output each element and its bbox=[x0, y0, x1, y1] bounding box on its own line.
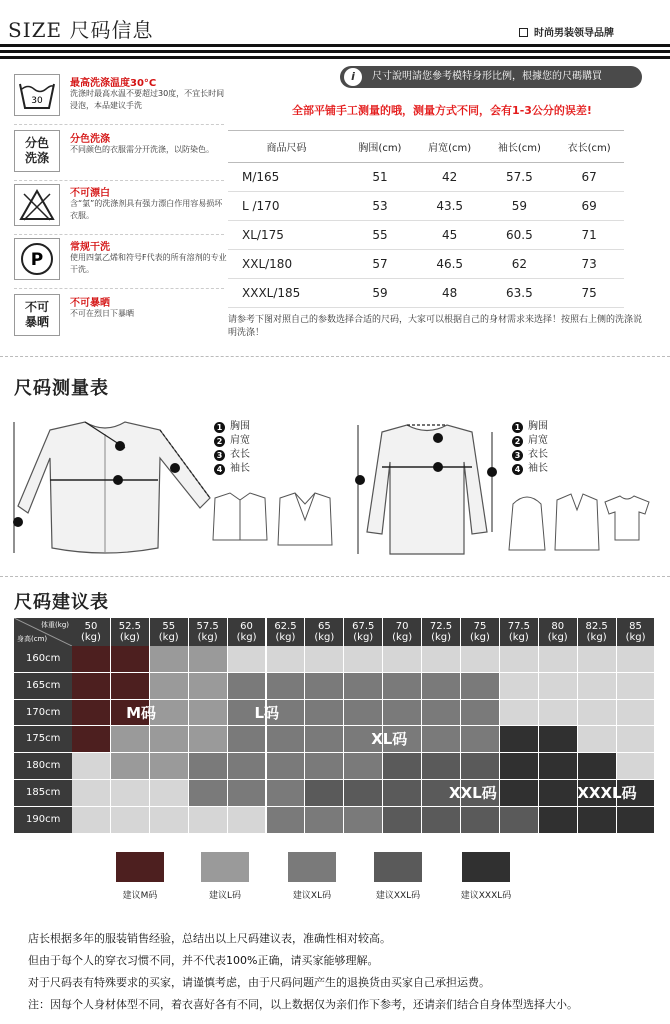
chart-section-title: 尺码建议表 bbox=[14, 592, 109, 613]
table-cell: XL/175 bbox=[228, 221, 345, 250]
legend-key bbox=[272, 852, 352, 901]
grid-corner bbox=[14, 618, 72, 646]
divider bbox=[14, 234, 224, 235]
table-cell: 71 bbox=[554, 221, 624, 250]
legend-swatch bbox=[201, 852, 249, 882]
grid-cell bbox=[111, 673, 150, 700]
care-title: 最高洗涤温度30°C bbox=[70, 78, 157, 89]
table-cell: 55 bbox=[345, 221, 415, 250]
grid-cell bbox=[305, 646, 344, 673]
num-badge: 3 bbox=[512, 450, 523, 461]
grid-cell bbox=[578, 726, 617, 753]
measure-legend bbox=[214, 420, 250, 476]
weight-value: 67.5 bbox=[352, 621, 375, 632]
footer-line: 但由于每个人的穿衣习惯不同，并不代表100%正确，请买家能够理解。 bbox=[28, 954, 379, 967]
weight-unit: (kg) bbox=[431, 632, 452, 643]
legend-label: 袖长 bbox=[230, 463, 250, 474]
grid-cell bbox=[500, 807, 539, 834]
grid-cell bbox=[305, 673, 344, 700]
weight-unit: (kg) bbox=[547, 632, 568, 643]
table-row bbox=[228, 279, 624, 308]
legend-swatch bbox=[288, 852, 336, 882]
grid-cell bbox=[422, 700, 461, 727]
grid-cell bbox=[461, 700, 500, 727]
grid-cell bbox=[500, 753, 539, 780]
care-title: 常规干洗 bbox=[70, 242, 110, 253]
legend-item bbox=[512, 434, 548, 448]
num-badge: 2 bbox=[214, 436, 225, 447]
grid-cell bbox=[422, 673, 461, 700]
weight-unit: (kg) bbox=[392, 632, 413, 643]
grid-cell bbox=[383, 673, 422, 700]
table-cell: 53 bbox=[345, 192, 415, 221]
grid-cell bbox=[461, 753, 500, 780]
legend-item bbox=[512, 462, 548, 476]
weight-unit: (kg) bbox=[158, 632, 179, 643]
grid-cell bbox=[72, 673, 111, 700]
weight-header bbox=[578, 618, 617, 646]
weight-value: 75 bbox=[473, 621, 487, 632]
grid-cell bbox=[578, 673, 617, 700]
height-label: 185cm bbox=[14, 780, 72, 807]
height-label: 170cm bbox=[14, 700, 72, 727]
notice-text: 尺寸說明請您參考模特身形比例，根據您的尺碼購買 bbox=[372, 71, 602, 82]
num-badge: 3 bbox=[214, 450, 225, 461]
grid-cell bbox=[150, 753, 189, 780]
grid-cell bbox=[305, 780, 344, 807]
weight-value: 77.5 bbox=[507, 621, 530, 632]
grid-cell bbox=[539, 700, 578, 727]
table-cell: 59 bbox=[485, 192, 555, 221]
grid-cell bbox=[578, 700, 617, 727]
grid-cell bbox=[111, 753, 150, 780]
grid-cell bbox=[267, 780, 306, 807]
dry-clean-label: P bbox=[30, 250, 44, 270]
grid-cell bbox=[461, 646, 500, 673]
zone-label-m: M码 bbox=[126, 703, 157, 722]
legend-key bbox=[185, 852, 265, 901]
grid-cell bbox=[422, 726, 461, 753]
size-legend bbox=[0, 852, 670, 912]
height-label: 165cm bbox=[14, 673, 72, 700]
grid-cell bbox=[578, 753, 617, 780]
grid-cell bbox=[228, 780, 267, 807]
table-cell: M/165 bbox=[228, 163, 345, 192]
table-cell: 63.5 bbox=[485, 279, 555, 308]
page-title: SIZE 尺码信息 bbox=[8, 18, 154, 42]
legend-item bbox=[214, 420, 250, 434]
care-desc: 使用四氯乙烯和符号F代表的所有溶剂的专业干洗。 bbox=[70, 253, 227, 274]
legend-label: 胸围 bbox=[528, 421, 548, 432]
table-cell: 59 bbox=[345, 279, 415, 308]
knitwear-icons bbox=[505, 490, 655, 560]
footer-line: 店长根据多年的服装销售经验，总结出以上尺码建议表，准确性相对较高。 bbox=[28, 932, 391, 945]
table-header: 衣长(cm) bbox=[554, 131, 624, 163]
grid-cell bbox=[344, 780, 383, 807]
weight-unit: (kg) bbox=[197, 632, 218, 643]
grid-cell bbox=[305, 700, 344, 727]
grid-cell bbox=[422, 646, 461, 673]
grid-cell bbox=[422, 753, 461, 780]
weight-unit: (kg) bbox=[469, 632, 490, 643]
grid-cell bbox=[539, 780, 578, 807]
grid-cell bbox=[189, 673, 228, 700]
grid-cell bbox=[267, 673, 306, 700]
grid-cell bbox=[383, 646, 422, 673]
height-label: 175cm bbox=[14, 726, 72, 753]
grid-cell bbox=[461, 726, 500, 753]
legend-label: 肩宽 bbox=[528, 435, 548, 446]
grid-cell bbox=[189, 753, 228, 780]
weight-unit: (kg) bbox=[236, 632, 257, 643]
grid-cell bbox=[150, 673, 189, 700]
grid-cell bbox=[539, 753, 578, 780]
measure-section-title: 尺码测量表 bbox=[14, 378, 109, 399]
weight-header bbox=[72, 618, 111, 646]
table-header: 商品尺码 bbox=[228, 131, 345, 163]
weight-axis-label: 体重(kg) bbox=[41, 621, 69, 629]
weight-header bbox=[539, 618, 578, 646]
table-cell: 73 bbox=[554, 250, 624, 279]
weight-value: 70 bbox=[395, 621, 409, 632]
grid-cell bbox=[383, 807, 422, 834]
divider bbox=[14, 180, 224, 181]
grid-cell bbox=[72, 646, 111, 673]
weight-header bbox=[383, 618, 422, 646]
grid-cell bbox=[422, 807, 461, 834]
divider bbox=[14, 288, 224, 289]
num-badge: 4 bbox=[512, 464, 523, 475]
weight-unit: (kg) bbox=[508, 632, 529, 643]
grid-cell bbox=[461, 807, 500, 834]
weight-unit: (kg) bbox=[353, 632, 374, 643]
separate-wash-label: 分色洗涤 bbox=[24, 136, 49, 165]
weight-value: 72.5 bbox=[429, 621, 453, 632]
legend-item bbox=[214, 462, 250, 476]
legend-key bbox=[358, 852, 438, 901]
legend-label: 衣长 bbox=[230, 449, 250, 460]
legend-key-label: 建议M码 bbox=[122, 891, 158, 901]
sweater-diagram bbox=[352, 422, 502, 562]
grid-cell bbox=[228, 646, 267, 673]
table-cell: 57.5 bbox=[485, 163, 555, 192]
weight-value: 50 bbox=[84, 621, 98, 632]
grid-cell bbox=[617, 726, 656, 753]
grid-cell bbox=[228, 726, 267, 753]
jacket-icons bbox=[205, 490, 335, 550]
num-badge: 4 bbox=[214, 464, 225, 475]
size-notice-banner bbox=[340, 66, 642, 88]
num-badge: 1 bbox=[512, 422, 523, 433]
grid-cell bbox=[344, 646, 383, 673]
grid-cell bbox=[617, 807, 656, 834]
dry-clean-icon bbox=[14, 238, 60, 280]
grid-cell bbox=[500, 780, 539, 807]
legend-swatch bbox=[374, 852, 422, 882]
grid-cell bbox=[383, 700, 422, 727]
legend-item bbox=[214, 434, 250, 448]
table-cell: XXXL/185 bbox=[228, 279, 345, 308]
table-cell: 46.5 bbox=[415, 250, 485, 279]
grid-cell bbox=[150, 646, 189, 673]
grid-cell bbox=[72, 807, 111, 834]
legend-label: 袖长 bbox=[528, 463, 548, 474]
grid-cell bbox=[344, 700, 383, 727]
grid-cell bbox=[111, 807, 150, 834]
grid-cell bbox=[383, 780, 422, 807]
grid-cell bbox=[617, 673, 656, 700]
legend-label: 肩宽 bbox=[230, 435, 250, 446]
grid-cell bbox=[305, 726, 344, 753]
table-cell: XXL/180 bbox=[228, 250, 345, 279]
header-stripe bbox=[0, 50, 670, 53]
table-row bbox=[228, 250, 624, 279]
weight-header bbox=[617, 618, 656, 646]
grid-cell bbox=[617, 753, 656, 780]
wash-30-icon bbox=[14, 74, 60, 116]
num-badge: 1 bbox=[214, 422, 225, 433]
grid-cell bbox=[228, 753, 267, 780]
grid-cell bbox=[500, 646, 539, 673]
grid-cell bbox=[150, 807, 189, 834]
grid-cell bbox=[267, 646, 306, 673]
no-bleach-icon bbox=[14, 184, 60, 226]
height-label: 180cm bbox=[14, 753, 72, 780]
grid-cell bbox=[72, 780, 111, 807]
weight-header bbox=[267, 618, 306, 646]
weight-unit: (kg) bbox=[625, 632, 646, 643]
grid-cell bbox=[111, 780, 150, 807]
zone-label-xxxl: XXXL码 bbox=[577, 784, 637, 803]
legend-key-label: 建议XXL码 bbox=[375, 891, 421, 901]
care-desc: 不同颜色的衣服需分开洗涤，以防染色。 bbox=[70, 145, 214, 154]
care-title: 不可暴晒 bbox=[70, 298, 110, 309]
table-cell: 43.5 bbox=[415, 192, 485, 221]
table-header: 袖长(cm) bbox=[485, 131, 555, 163]
footer-line: 对于尺码表有特殊要求的买家，请谨慎考虑，由于尺码问题产生的退换货由买家自己承担运费。 bbox=[28, 976, 490, 989]
weight-value: 82.5 bbox=[585, 621, 608, 632]
weight-header bbox=[500, 618, 539, 646]
weight-header bbox=[189, 618, 228, 646]
height-label: 160cm bbox=[14, 646, 72, 673]
grid-cell bbox=[500, 673, 539, 700]
legend-label: 胸围 bbox=[230, 421, 250, 432]
weight-header bbox=[150, 618, 189, 646]
grid-cell bbox=[150, 780, 189, 807]
table-row bbox=[228, 163, 624, 192]
legend-item bbox=[512, 448, 548, 462]
header-stripe bbox=[0, 44, 670, 47]
weight-header bbox=[111, 618, 150, 646]
care-title: 分色洗涤 bbox=[70, 134, 110, 145]
zone-label-xxl: XXL码 bbox=[449, 784, 497, 803]
weight-header bbox=[461, 618, 500, 646]
weight-value: 60 bbox=[240, 621, 253, 632]
legend-label: 衣长 bbox=[528, 449, 548, 460]
grid-cell bbox=[72, 726, 111, 753]
weight-header bbox=[344, 618, 383, 646]
brand-tagline: 时尚男装领导品牌 bbox=[519, 24, 614, 39]
grid-cell bbox=[617, 646, 656, 673]
grid-cell bbox=[578, 807, 617, 834]
legend-item bbox=[512, 420, 548, 434]
legend-swatch bbox=[116, 852, 164, 882]
table-cell: 62 bbox=[485, 250, 555, 279]
care-desc: 不可在烈日下暴晒 bbox=[70, 309, 134, 318]
legend-key-label: 建议XL码 bbox=[292, 891, 332, 901]
size-table bbox=[228, 130, 624, 308]
grid-cell bbox=[500, 700, 539, 727]
grid-cell bbox=[72, 700, 111, 727]
table-note: 请参考下图对照自己的参数选择合适的尺码，大家可以根据自己的身材需求来选择！按照右上侧的洗涤说明洗涤！ bbox=[228, 315, 643, 338]
weight-unit: (kg) bbox=[275, 632, 296, 643]
legend-key-label: 建议L码 bbox=[208, 891, 241, 901]
grid-cell bbox=[383, 753, 422, 780]
divider bbox=[14, 124, 224, 125]
section-divider bbox=[0, 356, 670, 357]
no-sun-label: 不可暴晒 bbox=[24, 300, 49, 329]
table-cell: L /170 bbox=[228, 192, 345, 221]
grid-cell bbox=[305, 807, 344, 834]
weight-value: 80 bbox=[551, 621, 565, 632]
grid-cell bbox=[228, 807, 267, 834]
weight-unit: (kg) bbox=[119, 632, 140, 643]
table-row bbox=[228, 221, 624, 250]
table-cell: 45 bbox=[415, 221, 485, 250]
care-title: 不可漂白 bbox=[70, 188, 110, 199]
weight-value: 85 bbox=[629, 621, 642, 632]
grid-cell bbox=[500, 726, 539, 753]
grid-cell bbox=[461, 673, 500, 700]
grid-cell bbox=[72, 753, 111, 780]
grid-cell bbox=[344, 807, 383, 834]
legend-swatch bbox=[462, 852, 510, 882]
table-header: 肩宽(cm) bbox=[415, 131, 485, 163]
table-header: 胸围(cm) bbox=[345, 131, 415, 163]
legend-key-label: 建议XXXL码 bbox=[460, 891, 512, 901]
no-sun-icon bbox=[14, 294, 60, 336]
num-badge: 2 bbox=[512, 436, 523, 447]
table-cell: 69 bbox=[554, 192, 624, 221]
grid-cell bbox=[189, 726, 228, 753]
legend-item bbox=[214, 448, 250, 462]
legend-key bbox=[446, 852, 526, 901]
weight-value: 57.5 bbox=[196, 621, 219, 632]
table-header-row bbox=[228, 131, 624, 163]
grid-cell bbox=[267, 807, 306, 834]
grid-cell bbox=[267, 726, 306, 753]
weight-header bbox=[305, 618, 344, 646]
info-icon: i bbox=[344, 68, 362, 86]
table-cell: 48 bbox=[415, 279, 485, 308]
table-cell: 51 bbox=[345, 163, 415, 192]
grid-cell bbox=[578, 646, 617, 673]
wash-temp-label: 30 bbox=[31, 96, 43, 106]
footer-line: 注：因每个人身材体型不同，着衣喜好各有不同，以上数据仅为亲们作下参考，还请亲们结合自身体型选择大小。 bbox=[28, 998, 578, 1011]
table-cell: 42 bbox=[415, 163, 485, 192]
grid-cell bbox=[189, 807, 228, 834]
zone-label-l: L码 bbox=[254, 703, 280, 722]
size-recommendation-grid bbox=[14, 618, 656, 834]
grid-cell bbox=[267, 753, 306, 780]
grid-cell bbox=[617, 700, 656, 727]
weight-value: 52.5 bbox=[118, 621, 141, 632]
grid-cell bbox=[539, 726, 578, 753]
grid-cell bbox=[111, 726, 150, 753]
grid-cell bbox=[150, 726, 189, 753]
care-desc: 洗涤时最高水温不要超过30度，不宜长时间浸泡，本品建议手洗 bbox=[70, 89, 225, 110]
care-desc: 含“氯”的洗涤剂具有强力漂白作用容易损坏衣服。 bbox=[70, 199, 223, 220]
grid-cell bbox=[539, 646, 578, 673]
weight-header bbox=[422, 618, 461, 646]
weight-unit: (kg) bbox=[586, 632, 607, 643]
weight-unit: (kg) bbox=[314, 632, 335, 643]
shirt-diagram bbox=[10, 418, 220, 558]
table-cell: 57 bbox=[345, 250, 415, 279]
section-divider bbox=[0, 576, 670, 577]
measurement-warning: 全部平铺手工测量的哦，测量方式不同，会有1-3公分的误差! bbox=[292, 104, 592, 117]
table-row bbox=[228, 192, 624, 221]
grid-cell bbox=[111, 646, 150, 673]
weight-value: 55 bbox=[162, 621, 176, 632]
table-cell: 75 bbox=[554, 279, 624, 308]
header-stripe bbox=[0, 56, 670, 59]
grid-cell bbox=[344, 753, 383, 780]
weight-value: 62.5 bbox=[274, 621, 297, 632]
height-label: 190cm bbox=[14, 807, 72, 834]
table-cell: 67 bbox=[554, 163, 624, 192]
grid-cell bbox=[189, 700, 228, 727]
footer-notes bbox=[28, 928, 658, 1016]
grid-cell bbox=[189, 646, 228, 673]
weight-header bbox=[228, 618, 267, 646]
legend-key bbox=[100, 852, 180, 901]
grid-cell bbox=[305, 753, 344, 780]
weight-value: 65 bbox=[317, 621, 331, 632]
grid-cell bbox=[228, 673, 267, 700]
separate-wash-icon bbox=[14, 130, 60, 172]
grid-cell bbox=[189, 780, 228, 807]
zone-label-xl: XL码 bbox=[371, 730, 408, 749]
table-cell: 60.5 bbox=[485, 221, 555, 250]
grid-cell bbox=[344, 673, 383, 700]
grid-cell bbox=[539, 673, 578, 700]
height-axis-label: 身高(cm) bbox=[17, 635, 48, 643]
measure-legend bbox=[512, 420, 548, 476]
grid-cell bbox=[539, 807, 578, 834]
weight-unit: (kg) bbox=[80, 632, 101, 643]
